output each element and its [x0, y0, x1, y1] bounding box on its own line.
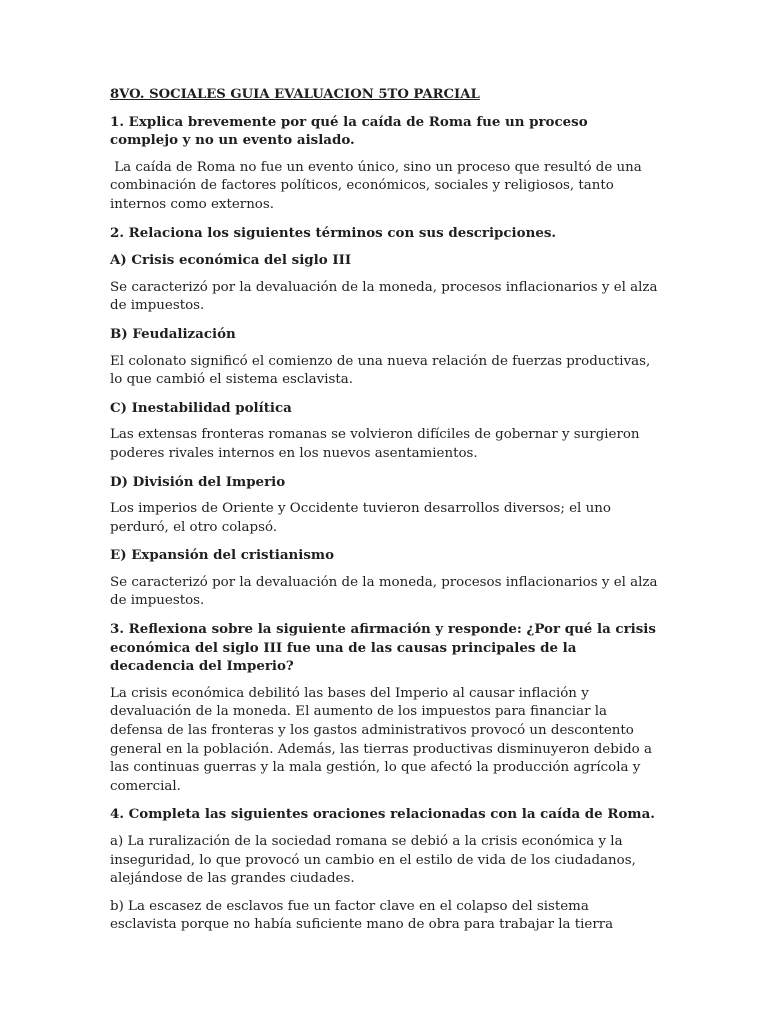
- term-c: C) Inestabilidad política: [110, 399, 292, 416]
- description-c: Las extensas fronteras romanas se volvieron difíciles de gobernar y surgieron poderes rivales internos en los nuevos asentamientos.: [110, 427, 640, 461]
- description-d: Los imperios de Oriente y Occidente tuvieron desarrollos diversos; el uno perduró, el otro colapsó.: [110, 501, 611, 535]
- answer-4b: b) La escasez de esclavos fue un factor clave en el colapso del sistema esclavista porque no había suficiente mano de obra para trabajar la tierra: [110, 898, 614, 933]
- answer-1: La caída de Roma no fue un evento único, sino un proceso que resultó de una combinación de factores políticos, económicos, sociales y religiosos, tanto internos como externos.: [110, 159, 642, 212]
- term-d: D) División del Imperio: [110, 473, 286, 490]
- question-2: 2. Relaciona los siguientes términos con sus descripciones.: [110, 224, 557, 241]
- description-a: Se caracterizó por la devaluación de la moneda, procesos inflacionarios y el alza de impuestos.: [110, 279, 658, 314]
- document-body: [110, 86, 658, 944]
- question-1: 1. Explica brevemente por qué la caída de Roma fue un proceso complejo y no un evento aislado.: [110, 113, 588, 149]
- term-b: B) Feudalización: [110, 325, 236, 342]
- answer-4a: a) La ruralización de la sociedad romana se debió a la crisis económica y la inseguridad, lo que provocó un cambio en el estilo de vida de los ciudadanos, alejándose de las grandes ciudades.: [110, 834, 636, 887]
- description-e: Se caracterizó por la devaluación de la moneda, procesos inflacionarios y el alza de impuestos.: [110, 574, 658, 609]
- description-b: El colonato significó el comienzo de una nueva relación de fuerzas productivas, lo que cambió el sistema esclavista.: [110, 353, 651, 388]
- document-title: 8VO. SOCIALES GUIA EVALUACION 5TO PARCIAL: [110, 87, 480, 102]
- answer-3: La crisis económica debilitó las bases del Imperio al causar inflación y devaluación de la moneda. El aumento de los impuestos para financiar la defensa de las fronteras y los gastos administrativos provocó un descontento general en la población. Además, las tierras productivas disminuyeron debido a las continuas guerras y la mala gestión, lo que afectó la producción agrícola y comercial.: [110, 685, 652, 794]
- question-3: 3. Reflexiona sobre la siguiente afirmación y responde: ¿Por qué la crisis económica del siglo III fue una de las causas principales de la decadencia del Imperio?: [110, 621, 656, 675]
- term-a: A) Crisis económica del siglo III: [110, 252, 352, 269]
- term-e: E) Expansión del cristianismo: [110, 547, 334, 564]
- question-4: 4. Completa las siguientes oraciones relacionadas con la caída de Roma.: [110, 806, 655, 823]
